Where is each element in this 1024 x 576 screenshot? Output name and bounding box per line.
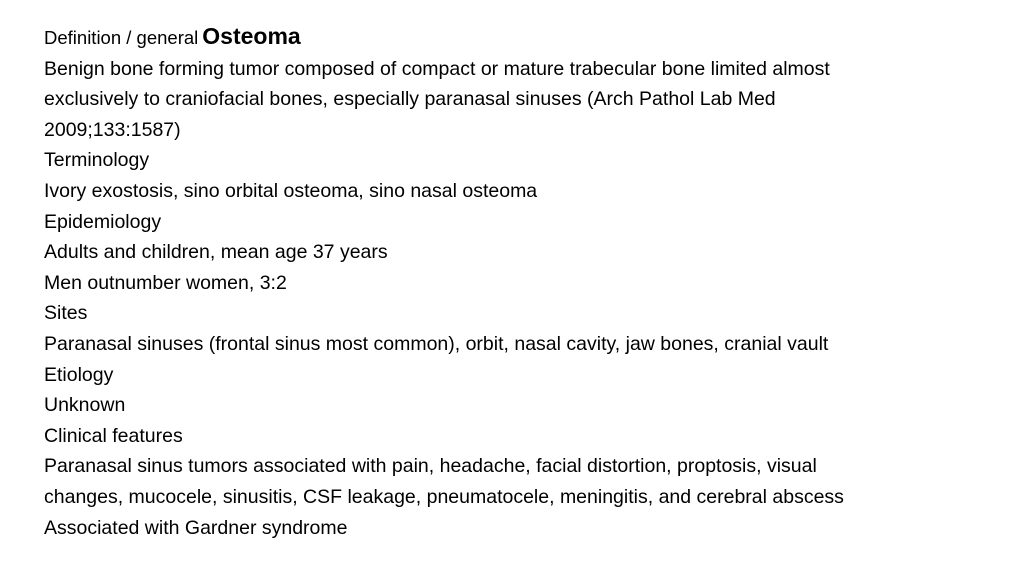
epidemiology-text-2: Men outnumber women, 3:2 — [44, 271, 287, 294]
sites-text: Paranasal sinuses (frontal sinus most common), orbit, nasal cavity, jaw bones, cranial vault — [44, 332, 829, 355]
heading-prefix: Definition / general — [44, 27, 199, 48]
clinical-features-text-1: Paranasal sinus tumors associated with pain, headache, facial distortion, proptosis, visual — [44, 455, 817, 478]
terminology-text: Ivory exostosis, sino orbital osteoma, sino nasal osteoma — [44, 179, 538, 202]
page-title: Osteoma — [202, 23, 301, 49]
epidemiology-text-1: Adults and children, mean age 37 years — [44, 241, 388, 264]
etiology-text: Unknown — [44, 394, 126, 417]
definition-line-1: Benign bone forming tumor composed of compact or mature trabecular bone limited almost — [44, 57, 830, 80]
section-heading-sites: Sites — [44, 302, 88, 325]
heading-line — [44, 21, 1014, 54]
clinical-features-text-3: Associated with Gardner syndrome — [44, 516, 348, 539]
section-heading-epidemiology: Epidemiology — [44, 210, 162, 233]
clinical-features-text-2: changes, mucocele, sinusitis, CSF leakage, pneumatocele, meningitis, and cerebral abscess — [44, 485, 844, 508]
section-heading-terminology: Terminology — [44, 149, 150, 172]
definition-line-3: 2009;133:1587) — [44, 118, 181, 141]
definition-line-2: exclusively to craniofacial bones, especially paranasal sinuses (Arch Pathol Lab Med — [44, 88, 776, 111]
slide-body — [44, 21, 1014, 543]
section-heading-etiology: Etiology — [44, 363, 114, 386]
section-heading-clinical-features: Clinical features — [44, 424, 183, 447]
